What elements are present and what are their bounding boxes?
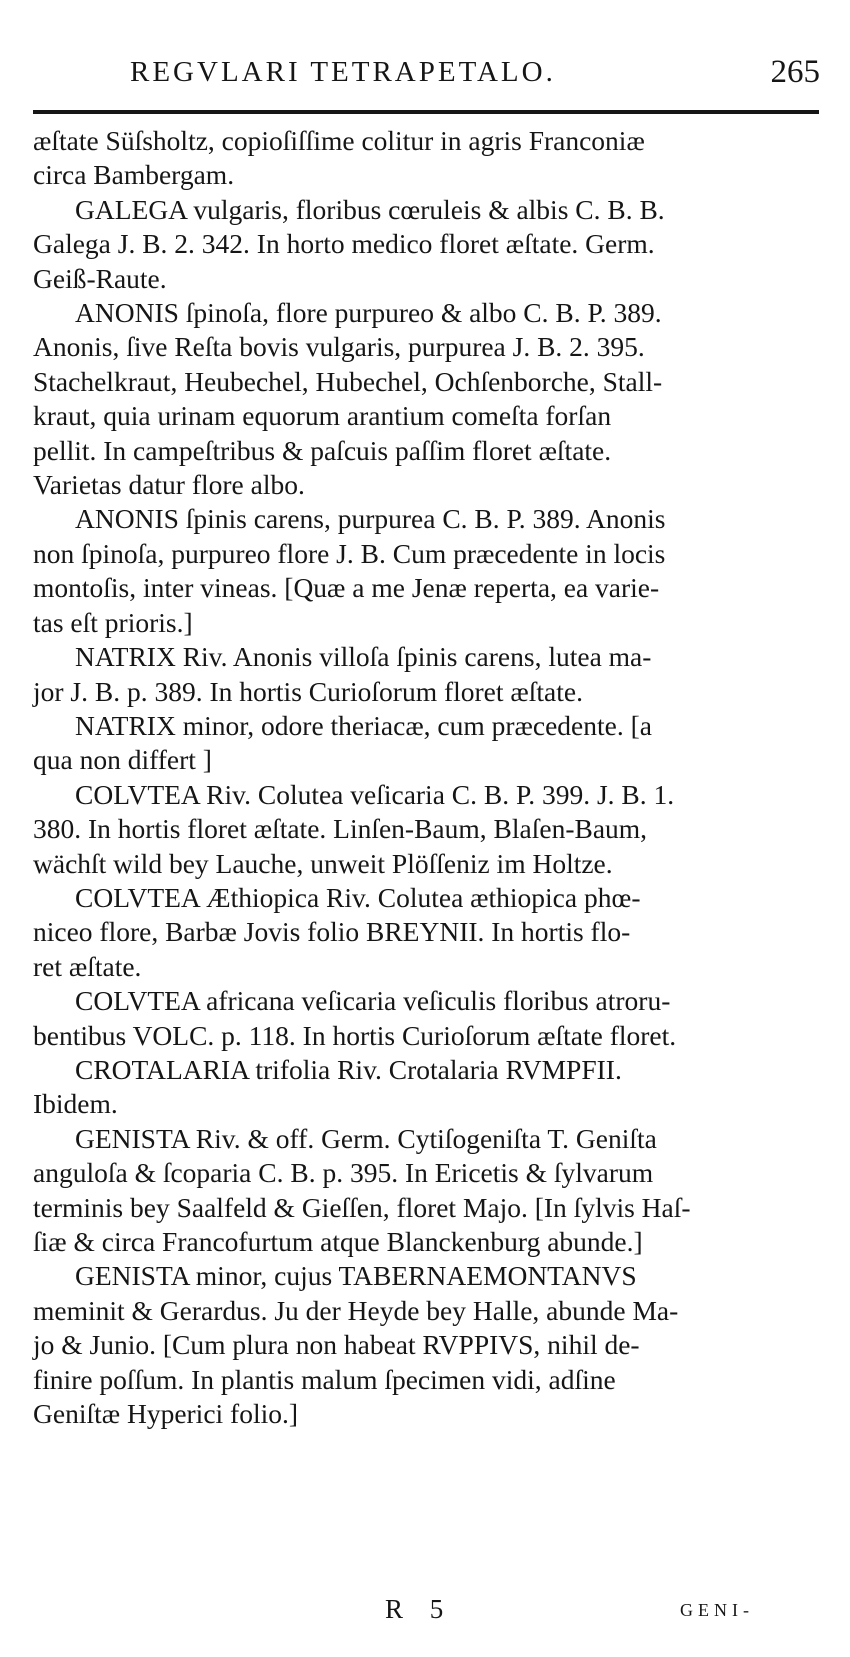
text-line: ſiæ & circa Francofurtum atque Blanckenburg abunde.] (33, 1226, 643, 1257)
text-line: NATRIX Riv. Anonis villoſa ſpinis carens, lutea ma- (75, 641, 652, 673)
page-number: 265 (770, 54, 820, 90)
text-line: anguloſa & ſcoparia C. B. p. 395. In Ericetis & ſylvarum (33, 1157, 654, 1189)
page-footer (0, 1594, 850, 1634)
running-title: REGVLARI TETRAPETALO. (130, 56, 556, 88)
text-line: COLVTEA Riv. Colutea veſicaria C. B. P. 399. J. B. 1. (75, 778, 675, 810)
text-line: COLVTEA africana veſicaria veſiculis floribus atroru- (75, 985, 671, 1017)
text-line: 380. In hortis floret æſtate. Linſen-Baum, Blaſen-Baum, (33, 813, 648, 845)
text-line: GALEGA vulgaris, floribus cœruleis & albis C. B. B. (75, 193, 665, 225)
text-line: niceo flore, Barbæ Jovis folio BREYNII. In hortis flo- (33, 916, 631, 948)
text-line: Stachelkraut, Heubechel, Hubechel, Ochſenborche, Stall- (33, 365, 663, 397)
text-line: Varietas datur flore albo. (33, 469, 305, 501)
text-line: Ibidem. (33, 1088, 118, 1120)
text-line: tas eſt prioris.] (33, 606, 193, 638)
text-line: circa Bambergam. (33, 159, 235, 191)
signature-mark: R 5 (385, 1594, 454, 1624)
text-line: Geniſtæ Hyperici folio.] (33, 1398, 299, 1430)
text-line: ANONIS ſpinis carens, purpurea C. B. P. 389. Anonis (75, 503, 666, 535)
text-line: pellit. In campeſtribus & paſcuis paſſim floret æſtate. (33, 434, 612, 466)
text-line: qua non differt ] (33, 744, 212, 776)
text-line: Geiß-Raute. (33, 262, 167, 294)
text-line: æſtate Süſsholtz, copioſiſſime colitur in agris Franconiæ (33, 125, 645, 156)
text-line: finire poſſum. In plantis malum ſpecimen vidi, adſine (33, 1363, 616, 1395)
text-line: kraut, quia urinam equorum arantium comeſta forſan (33, 400, 612, 432)
text-line: meminit & Gerardus. Ju der Heyde bey Halle, abunde Ma- (33, 1294, 679, 1326)
text-line: jo & Junio. [Cum plura non habeat RVPPIVS, nihil de- (33, 1329, 640, 1361)
text-line: COLVTEA Æthiopica Riv. Colutea æthiopica phœ- (75, 881, 641, 913)
text-line: jor J. B. p. 389. In hortis Curioſorum floret æſtate. (33, 675, 583, 707)
text-line: ret æſtate. (33, 950, 142, 982)
text-line: terminis bey Saalfeld & Gieſſen, floret Majo. [In ſylvis Haſ- (33, 1191, 691, 1223)
text-line: GENISTA minor, cujus TABERNAEMONTANVS (75, 1260, 637, 1292)
text-line: wächſt wild bey Lauche, unweit Plöſſeniz im Holtze. (33, 847, 613, 879)
text-line: Galega J. B. 2. 342. In horto medico floret æſtate. Germ. (33, 228, 655, 260)
text-line: NATRIX minor, odore theriacæ, cum præcedente. [a (75, 709, 652, 741)
text-line: ANONIS ſpinoſa, flore purpureo & albo C. B. P. 389. (75, 297, 662, 329)
text-line: CROTALARIA trifolia Riv. Crotalaria RVMPFII. (75, 1053, 622, 1085)
text-line: GENISTA Riv. & off. Germ. Cytiſogeniſta T. Geniſta (75, 1122, 657, 1154)
header-rule (33, 110, 819, 114)
text-line: montoſis, inter vineas. [Quæ a me Jenæ reperta, ea varie- (33, 572, 660, 604)
text-line: bentibus VOLC. p. 118. In hortis Curioſorum æſtate floret. (33, 1019, 677, 1051)
page-header (130, 56, 820, 96)
body-text (33, 124, 818, 1431)
catchword: GENI- (680, 1600, 754, 1620)
text-line: Anonis, ſive Reſta bovis vulgaris, purpurea J. B. 2. 395. (33, 331, 645, 363)
text-line: non ſpinoſa, purpureo flore J. B. Cum præcedente in locis (33, 537, 666, 569)
